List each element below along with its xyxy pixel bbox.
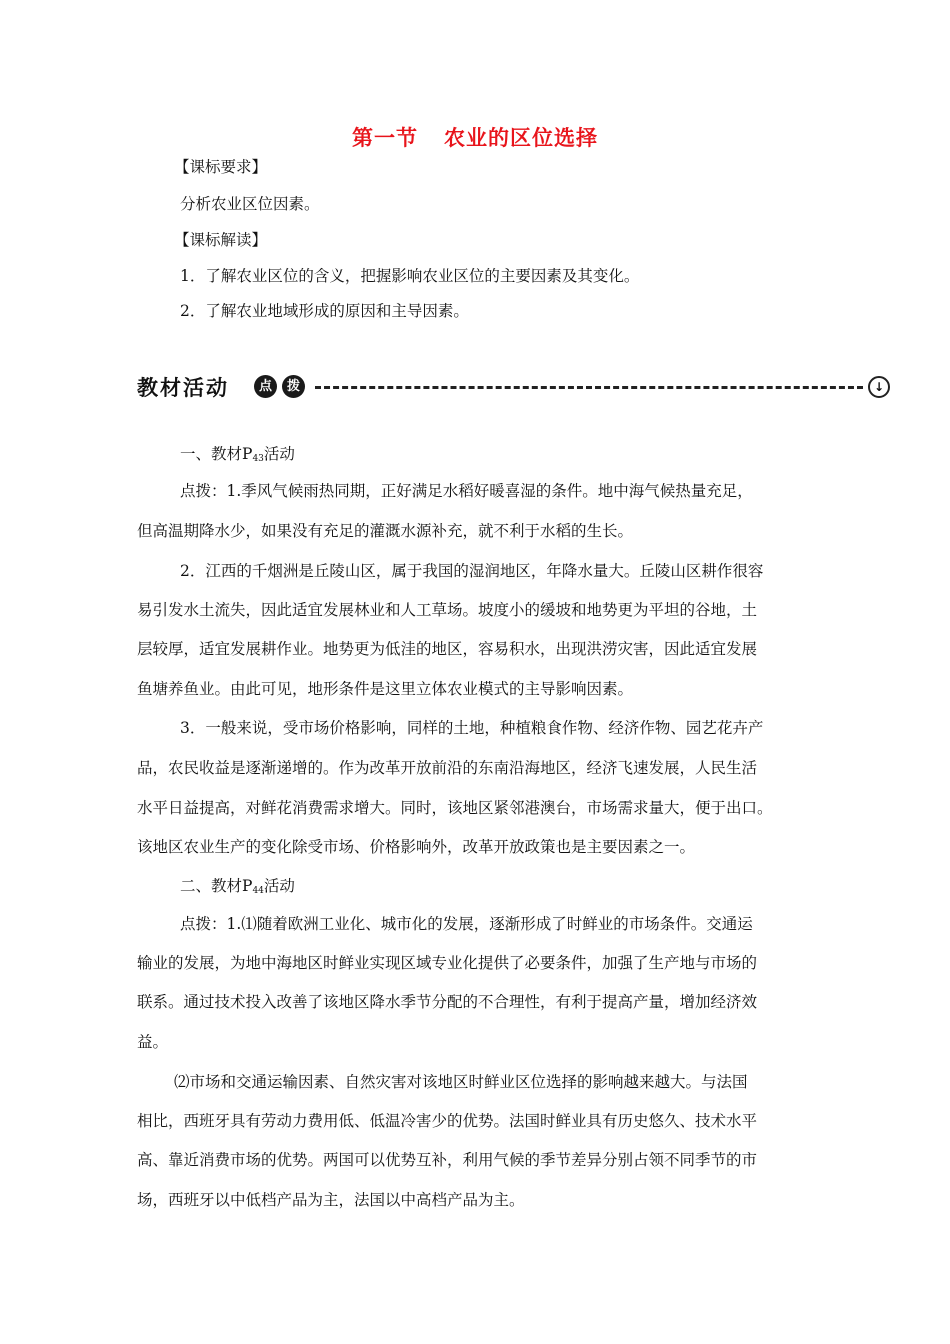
title-part2: 农业的区位选择: [444, 125, 598, 150]
banner-text: 教材活动: [137, 376, 229, 400]
section1-line: 品，农民收益是逐渐递增的。作为改革开放前沿的东南沿海地区，经济飞速发展，人民生活: [137, 759, 758, 777]
section1-line: 但高温期降水少，如果没有充足的灌溉水源补充，就不利于水稻的生长。: [137, 522, 634, 540]
section2-line: 场，西班牙以中低档产品为主，法国以中高档产品为主。: [137, 1191, 525, 1209]
section1-line: 水平日益提高，对鲜花消费需求增大。同时，该地区紧邻港澳台，市场需求量大，便于出口。: [137, 799, 773, 817]
section2-line: 联系。通过技术投入改善了该地区降水季节分配的不合理性，有利于提高产量，增加经济效: [137, 993, 758, 1011]
section1-line: 2．江西的千烟洲是丘陵山区，属于我国的湿润地区，年降水量大。丘陵山区耕作很容: [180, 562, 764, 580]
banner-circle-1: 点: [254, 375, 277, 398]
page-title: [0, 122, 950, 152]
banner-dashed-line: [315, 386, 863, 389]
section1-heading: 一、教材$P_{43}$活动: [180, 445, 295, 464]
section2-heading: 二、教材$P_{44}$活动: [180, 877, 295, 896]
section1-line: 该地区农业生产的变化除受市场、价格影响外，改革开放政策也是主要因素之一。: [137, 838, 696, 856]
section2-line: 点拨：1.⑴随着欧洲工业化、城市化的发展，逐渐形成了时鲜业的市场条件。交通运: [180, 915, 753, 933]
section1-line: 3．一般来说，受市场价格影响，同样的土地，种植粮食作物、经济作物、园艺花卉产: [180, 719, 764, 737]
arrow-down-circle-icon: ↓: [868, 376, 890, 398]
section1-line: 点拨：1.季风气候雨热同期，正好满足水稻好暖喜湿的条件。地中海气候热量充足，: [180, 482, 753, 500]
section1-line: 易引发水土流失，因此适宜发展林业和人工草场。坡度小的缓坡和地势更为平坦的谷地，土: [137, 601, 758, 619]
req-heading: 【课标要求】: [174, 158, 268, 176]
banner-circle-2: 拨: [282, 375, 305, 398]
section2-line: 输业的发展，为地中海地区时鲜业实现区域专业化提供了必要条件，加强了生产地与市场的: [137, 954, 758, 972]
section2-line: ⑵市场和交通运输因素、自然灾害对该地区时鲜业区位选择的影响越来越大。与法国: [174, 1073, 748, 1091]
section2-line: 相比，西班牙具有劳动力费用低、低温冷害少的优势。法国时鲜业具有历史悠久、技术水平: [137, 1112, 758, 1130]
section1-line: 鱼塘养鱼业。由此可见，地形条件是这里立体农业模式的主导影响因素。: [137, 680, 634, 698]
section2-line: 高、靠近消费市场的优势。两国可以优势互补，利用气候的季节差异分别占领不同季节的市: [137, 1151, 758, 1169]
title-part1: 第一节: [352, 125, 418, 150]
section1-line: 层较厚，适宜发展耕作业。地势更为低洼的地区，容易积水，出现洪涝灾害，因此适宜发展: [137, 640, 758, 658]
req-text: 分析农业区位因素。: [180, 195, 320, 213]
section2-line: 益。: [137, 1033, 169, 1051]
read-item: 2．了解农业地域形成的原因和主导因素。: [180, 302, 469, 320]
read-item: 1．了解农业区位的含义，把握影响农业区位的主要因素及其变化。: [180, 267, 640, 285]
read-heading: 【课标解读】: [174, 231, 268, 249]
section-banner: [137, 370, 892, 404]
